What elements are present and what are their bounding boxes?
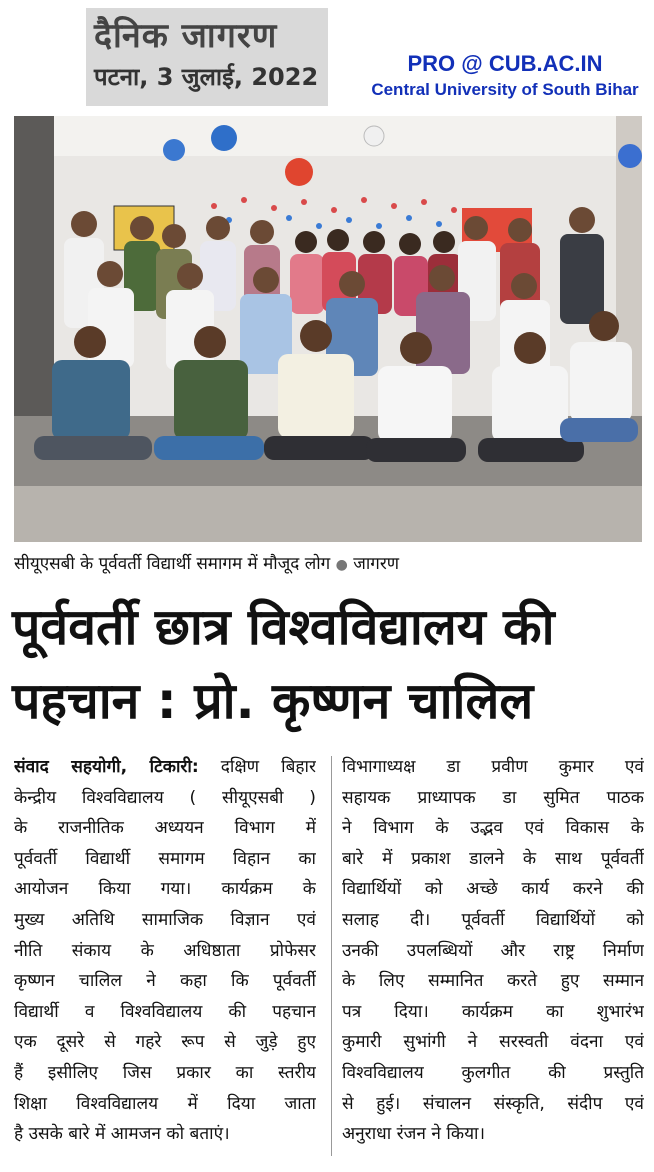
photo-caption [14,552,644,577]
article-line: कृष्णन चालिल ने कहा कि पूर्ववर्ती [14,971,316,992]
article-line: विश्वविद्यालय कुलगीत की प्रस्तुति [342,1062,644,1083]
article-line: विद्यार्थी व विश्वविद्यालय की पहचान [14,1001,316,1022]
headline-line-1: पूर्ववर्ती छात्र विश्वविद्यालय की [12,598,555,656]
article-headline [12,590,652,738]
edition-dateline: पटना, 3 जुलाई, 2022 [94,63,319,91]
newspaper-masthead [86,8,328,106]
article-line: है उसके बारे में आमजन को बताएं। [14,1124,230,1145]
group-photo-illustration [14,116,642,542]
article-line: नीति संकाय के अधिष्ठाता प्रोफेसर [14,940,316,961]
article-line: मुख्य अतिथि सामाजिक विज्ञान एवं [14,909,316,930]
article-line: विभागाध्यक्ष डा प्रवीण कुमार एवं [342,757,644,777]
caption-credit: जागरण [353,554,400,574]
article-line: उनकी उपलब्धियों और राष्ट्र निर्माण [342,940,644,961]
pro-email: PRO @ CUB.AC.IN [407,51,603,76]
article-line: शिक्षा विश्वविद्यालय में दिया जाता [14,1093,316,1114]
article-line: विद्यार्थियों को अच्छे कार्य करने की [342,879,644,900]
article-line: बारे में प्रकाश डालने के साथ पूर्ववर्ती [342,848,644,869]
article-line: से हुई। संचालन संस्कृति, संदीप एवं [342,1093,644,1114]
article-line: संवाद सहयोगी, टिकारी: दक्षिण बिहार [14,757,316,777]
newspaper-name: दैनिक जागरण [94,16,278,56]
university-name: Central University of South Bihar [371,80,639,99]
article-line: आयोजन किया गया। कार्यक्रम के [14,879,316,900]
caption-text: सीयूएसबी के पूर्ववर्ती विद्यार्थी समागम में मौजूद लोग [14,554,331,574]
article-column-left [14,752,316,1150]
headline-line-2: पहचान : प्रो. कृष्णन चालिल [12,672,534,730]
article-line: हैं इसीलिए जिस प्रकार का स्तरीय [14,1062,316,1083]
article-line: केन्द्रीय विश्वविद्यालय ( सीयूएसबी ) [14,787,316,808]
article-byline: संवाद सहयोगी, टिकारी: [14,757,199,777]
article-line: सलाह दी। पूर्ववर्ती विद्यार्थियों को [342,909,644,930]
article-line: ने विभाग के उद्भव एवं विकास के [342,818,644,839]
article-column-right [342,752,644,1150]
article-line: अनुराधा रंजन ने किया। [342,1124,486,1145]
article-line: कुमारी सुभांगी ने सरस्वती वंदना एवं [342,1032,644,1053]
pro-credit-block [360,50,650,102]
caption-bullet: ● [335,557,348,573]
column-divider [331,756,332,1156]
article-line: के लिए सम्मानित करते हुए सम्मान [342,971,644,992]
article-line: सहायक प्राध्यापक डा सुमित पाठक [342,787,644,808]
article-line: पत्र दिया। कार्यक्रम का शुभारंभ [342,1001,644,1022]
article-line: एक दूसरे से गहरे रूप से जुड़े हुए [14,1032,316,1053]
article-line: पूर्ववर्ती विद्यार्थी समागम विहान का [14,848,316,869]
group-photo [14,116,642,542]
article-line: के राजनीतिक अध्ययन विभाग में [14,818,316,839]
